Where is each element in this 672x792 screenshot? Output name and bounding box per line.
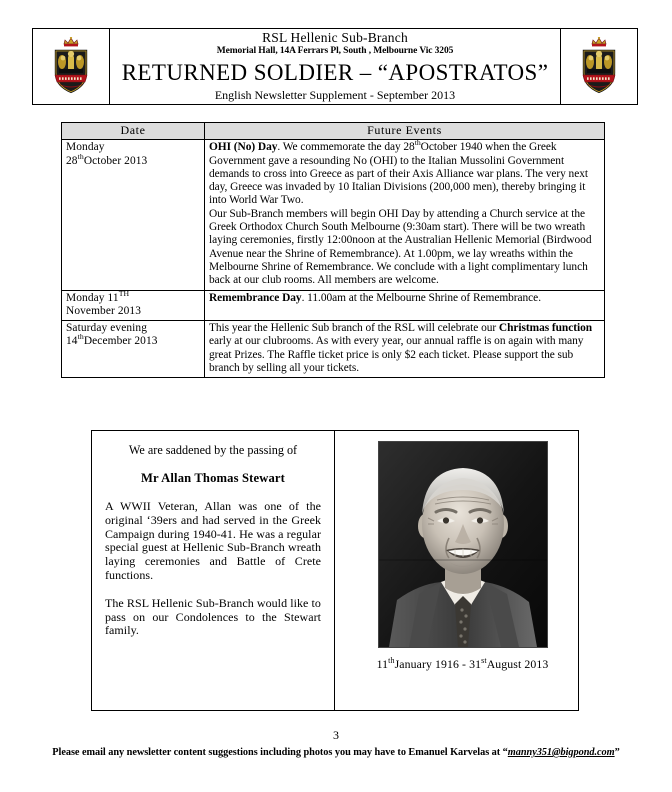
event-text-part-1: . We commemorate the day 28 [277, 141, 415, 154]
rsl-badge-left-cell [33, 29, 110, 104]
header-banner [32, 28, 638, 105]
memorial-notice-box [91, 430, 579, 711]
birth-ordinal-suffix: th [388, 656, 395, 666]
event-date-ordinal-suffix: TH [118, 288, 130, 298]
event-date-month-year: October 2013 [83, 154, 148, 167]
event-date-line-1: Monday [66, 141, 105, 154]
event-title-christmas-function: Christmas function [498, 322, 593, 335]
header-text-block [110, 29, 560, 104]
event-text-ordinal-suffix: th [414, 138, 421, 148]
death-ordinal-suffix: st [481, 656, 487, 666]
event-date-ordinal-suffix: th [77, 151, 84, 161]
rsl-badge-icon [573, 37, 625, 97]
newsletter-title: RETURNED SOLDIER – “APOSTRATOS” [121, 59, 549, 85]
death-month-year: August 2013 [486, 657, 549, 671]
event-title-remembrance-day: Remembrance Day [209, 291, 302, 304]
table-row [62, 321, 605, 378]
event-date-day: 14 [66, 335, 78, 348]
footer-text-after-email: ” [614, 747, 620, 758]
birth-day: 11 [376, 657, 389, 671]
event-date-cell [62, 290, 205, 321]
footer-contact-line [0, 746, 672, 759]
rsl-badge-icon [45, 37, 97, 97]
portrait-photo [378, 441, 548, 648]
organisation-name: RSL Hellenic Sub-Branch [262, 29, 408, 45]
event-text-part-2: October 1940 when the Greek Government gave a resounding No (OHI) to the Italian Mussolini Government demands to cross into Greece as part of their Axis Alliance war plans. The very next day, Greece was invaded by 10 Italian Divisions (200,000 men), thereby bringing it into World War Two. [209, 141, 588, 207]
memorial-text-column [92, 431, 335, 710]
event-date-day: 28 [66, 154, 78, 167]
event-date-cell [62, 140, 205, 290]
table-row [62, 140, 605, 290]
memorial-paragraph-2: The RSL Hellenic Sub-Branch would like to pass on our Condolences to the Stewart family. [105, 595, 321, 638]
event-date-line-2: November 2013 [66, 304, 142, 317]
page-number: 3 [333, 728, 339, 742]
table-header-row [62, 123, 605, 140]
event-date-cell [62, 321, 205, 378]
event-date-ordinal-suffix: th [77, 332, 84, 342]
event-description-cell [205, 321, 605, 378]
dates-middle: January 1916 - 31 [394, 657, 482, 671]
event-text-part-3: Our Sub-Branch members will begin OHI Day by attending a Church service at the Greek Orthodox Church South Melbourne (9:30am start). There will be two wreath laying ceremonies, firstly 12:00noon at the Australian Hellenic Memorial (Birdwood Avenue near the Shrine of Remembrance). At 1.00pm, we lay wreaths within the Melbourne Shrine of Remembrance. We conclude with a light complimentary lunch back at our club rooms. All members are welcome. [209, 207, 592, 287]
column-header-future-events: Future Events [205, 123, 605, 140]
memorial-photo-column [335, 431, 578, 710]
event-date-line-1: Saturday evening [66, 322, 147, 335]
rsl-badge-right-cell [560, 29, 637, 104]
event-date-line-1: Monday 11 [66, 291, 119, 304]
footer-text-before-email: Please email any newsletter content suggestions including photos you may have to Emanuel Karvelas at “ [52, 747, 508, 758]
memorial-paragraph-1: A WWII Veteran, Allan was one of the original ‘39ers and had served in the Greek Campaign during 1940-41. He was a regular special guest at Hellenic Sub-Branch wreath laying ceremonies and Battle of Crete functions. [105, 499, 321, 582]
organisation-address: Memorial Hall, 14A Ferrars Pl, South , Melbourne Vic 3205 [216, 45, 454, 56]
column-header-date: Date [62, 123, 205, 140]
future-events-table [61, 122, 605, 378]
footer-email-link[interactable]: manny351@bigpond.com [507, 747, 615, 758]
event-description-cell [205, 290, 605, 321]
event-text: . 11.00am at the Melbourne Shrine of Remembrance. [301, 291, 541, 304]
memorial-life-dates [377, 657, 549, 671]
table-row [62, 290, 605, 321]
event-text-part-1: This year the Hellenic Sub branch of the RSL will celebrate our [209, 322, 499, 335]
event-title-ohi-day: OHI (No) Day [209, 141, 278, 154]
newsletter-subtitle: English Newsletter Supplement - September 2013 [214, 87, 456, 102]
event-date-month-year: December 2013 [83, 335, 158, 348]
memorial-deceased-name: Mr Allan Thomas Stewart [141, 471, 285, 485]
memorial-intro-line: We are saddened by the passing of [128, 443, 298, 457]
event-description-cell [205, 140, 605, 290]
event-text-part-2: early at our clubrooms. As with every year, our annual raffle is on again with many great Prizes. The Raffle ticket price is only $2 each ticket. Please support the sub branch by selling all your tickets. [209, 335, 584, 375]
